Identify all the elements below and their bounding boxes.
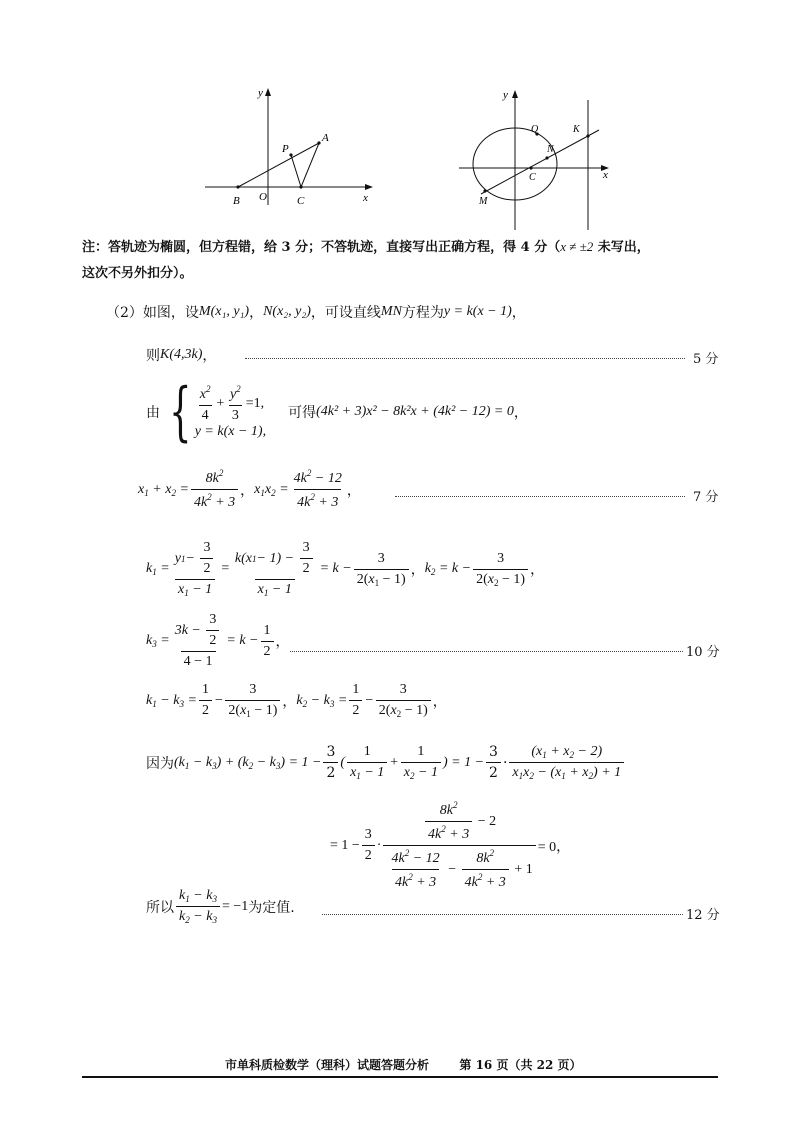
point-C [299, 185, 302, 188]
dot-leader [322, 914, 683, 915]
note-math: x ≠ ±2 [560, 239, 594, 254]
part2-tail: 方程为 [401, 305, 444, 321]
label-Q: Q [531, 124, 539, 135]
note-text-1a: 注：答轨迹为椭圆，但方程错，给 3 分；不答轨迹，直接写出正确方程，得 4 分（ [82, 240, 561, 255]
label-y: y [503, 89, 508, 101]
score-10: 10 分 [686, 645, 720, 660]
point-B [236, 185, 239, 188]
system-result: (4k² + 3)x² − 8k²x + (4k² − 12) = 0 [316, 404, 514, 419]
line-equation: y = k(x − 1) [443, 304, 512, 319]
line-name: MN [380, 304, 402, 319]
point-M-def: M(x₁, y₁) [198, 304, 250, 319]
label-K: K [573, 124, 580, 135]
system-row-2: y = k(x − 1), [194, 424, 267, 439]
label-N: N [547, 144, 554, 155]
system-prefix: 由 [146, 405, 160, 421]
label-B: B [233, 195, 240, 207]
system-rows: $\frac{x^2}{4}$ + $\frac{y^2}{3}$ =1, y = k(x − 1), [194, 384, 267, 439]
footer [225, 1056, 582, 1073]
note-text-1b: 未写出， [593, 240, 650, 255]
point-N-def: N(x₂, y₂) [263, 304, 311, 319]
system-derive: 可得 [288, 405, 317, 421]
point-C [529, 166, 532, 169]
step-vieta: $x_1 + x_2$ = $\frac{8k^2}{4k^2 + 3}$ ， $x_1x_2$ = $\frac{4k^2 - 12}{4k^2 + 3}$ ， [138, 468, 361, 510]
grading-note [82, 234, 722, 287]
figure-triangle [195, 80, 385, 210]
reason-prefix: 因为 [146, 755, 174, 772]
step-k1-k2: $k_1$ = y 1 − $\frac{3}{2}$ $x_1 - 1$ = k(x 1 − 1) − $\frac{3}{2}$ $x_1 - 1$ = k − $\frac{3}{2(x_1 - 1)}$ ， $k_2 = k$ − $\frac{3}{2(x_2 - 1)}$ ， [146, 540, 545, 598]
label-C: C [297, 195, 305, 207]
footer-rule [82, 1076, 718, 1078]
system-end: ， [513, 405, 528, 421]
step-system [146, 375, 528, 449]
label-x: x [603, 169, 608, 181]
label-x: x [363, 192, 368, 204]
score-5: 5 分 [693, 352, 719, 367]
dot-leader [395, 496, 685, 497]
point-A [317, 141, 320, 144]
point-K [586, 134, 589, 137]
part2-comma: ， [249, 305, 264, 321]
score-12: 12 分 [686, 908, 720, 923]
part2-mid: ，可设直线 [310, 305, 381, 321]
segment-BA [238, 143, 319, 187]
y-axis-arrow [265, 88, 271, 96]
note-text-2: 这次不另外扣分）。 [82, 266, 193, 281]
label-A: A [322, 132, 329, 144]
step-K-expr: K(4,3k) [160, 347, 203, 362]
point-N [545, 156, 548, 159]
conclusion-prefix: 所以 [146, 899, 174, 916]
label-y: y [258, 87, 263, 99]
segment-AC [301, 143, 319, 187]
conclusion-suffix: 为定值. [248, 899, 295, 916]
step-K-comma: ， [202, 348, 217, 364]
part2-label: （2）如图，设 [106, 305, 199, 321]
step-K-prefix: 则 [146, 348, 160, 364]
y-axis-arrow [512, 90, 518, 98]
point-P [289, 153, 292, 156]
x-axis-arrow [365, 184, 373, 190]
point-M [483, 189, 486, 192]
figure-ellipse [455, 82, 620, 234]
part2-intro [106, 302, 526, 322]
segment-PC [291, 155, 301, 187]
footer-title: 市单科质检数学（理科）试题答题分析 [225, 1058, 430, 1072]
step-sum: 因为 $(k_1 - k_3) + (k_2 - k_3) = 1$ − $\frac{3}{2}$ ( $\frac{1}{x_1 - 1}$ + $\frac{1}{x_2 - 1}$ ) = 1 − $\frac{3}{2}$ · $\frac{(x_1 + x_2 - 2)}{x_1x_2 - (x_1 + x_2) + 1}$ [146, 744, 626, 781]
label-C: C [529, 172, 536, 183]
label-P: P [282, 143, 289, 155]
system-brace: { [169, 375, 192, 449]
step-differences: $k_1 - k_3$ = $\frac{1}{2}$ − $\frac{3}{2(x_1 - 1)}$ ， $k_2 - k_3$ = $\frac{1}{2}$ − $\frac{3}{2(x_2 - 1)}$ ， [146, 682, 447, 719]
line-MN [481, 130, 599, 194]
step-k3: $k_3$ = 3k − $\frac{3}{2}$ 4 − 1 = k − $\frac{1}{2}$ ， [146, 612, 290, 669]
footer-page: 第 16 页（共 22 页） [459, 1058, 582, 1072]
part2-end: ， [511, 305, 526, 321]
step-K [146, 345, 216, 365]
dot-leader [290, 651, 683, 652]
label-O: O [259, 191, 267, 203]
label-M: M [479, 196, 488, 207]
dot-leader [245, 358, 685, 359]
step-sum-eval: = 1 − $\frac{3}{2}$ · $\frac{8k^2}{4k^2 + 3}$ − 2 $\frac{4k^2 - 12}{4k^2 + 3}$ − $\frac{8k^2}{4k^2 + 3}$ + 1 = 0， [330, 800, 571, 890]
step-conclusion: 所以 $\frac{k_1 - k_3}{k_2 - k_3}$ = −1 为定值. [146, 888, 295, 925]
score-7: 7 分 [693, 490, 719, 505]
